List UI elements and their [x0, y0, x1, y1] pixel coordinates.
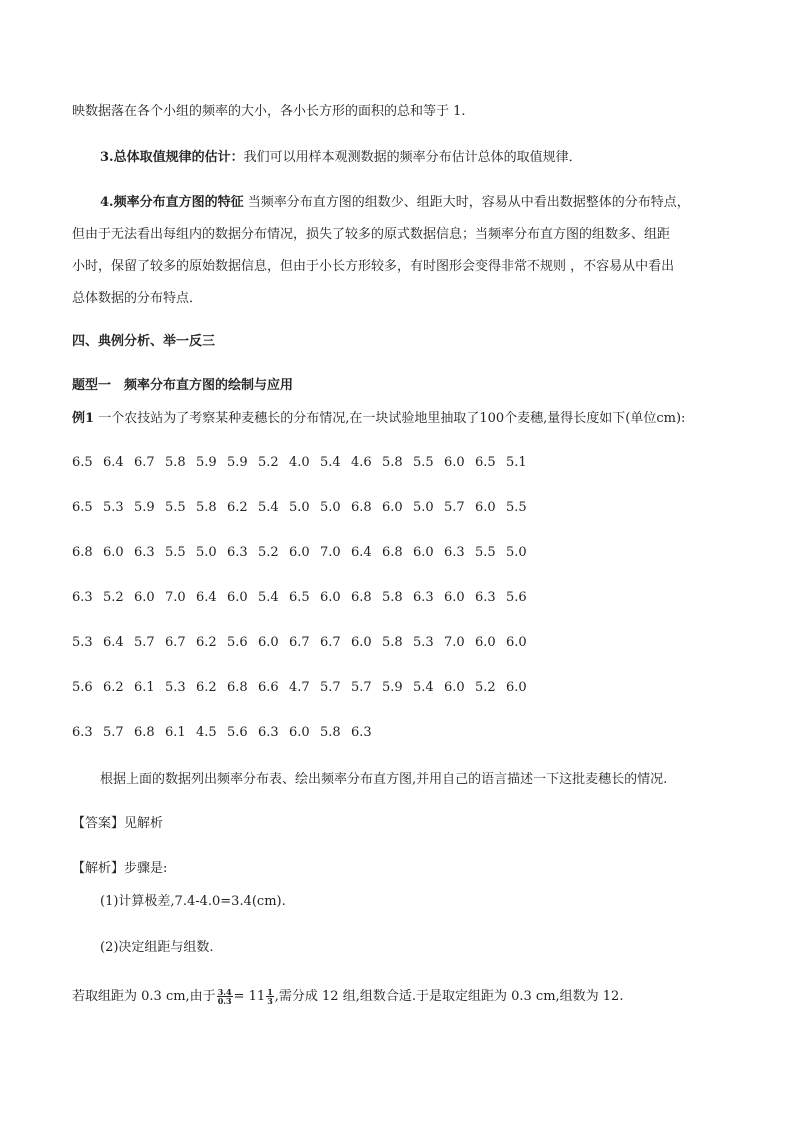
answer-line: 【答案】见解析	[72, 816, 164, 831]
data-value: 5.7	[351, 680, 372, 695]
data-value: 4.0	[289, 455, 310, 470]
data-value: 5.5	[165, 545, 186, 560]
data-value: 7.0	[444, 635, 465, 650]
data-value: 6.3	[72, 590, 93, 605]
data-value: 5.7	[103, 725, 124, 740]
section-title: 四、典例分析、举一反三	[72, 334, 216, 349]
data-value: 6.8	[351, 590, 372, 605]
example-text: 一个农技站为了考察某种麦穗长的分布情况,在一块试验地里抽取了100个麦穗,量得长度如下(单位cm):	[98, 411, 686, 426]
data-value: 5.4	[258, 590, 279, 605]
data-value: 6.3	[258, 725, 279, 740]
data-value: 6.0	[134, 590, 155, 605]
data-value: 6.5	[289, 590, 310, 605]
data-value: 5.3	[103, 500, 124, 515]
data-value: 5.6	[506, 590, 527, 605]
data-value: 5.5	[475, 545, 496, 560]
fraction-mixed-part: $\frac{1}{3}$	[267, 987, 273, 1006]
data-value: 6.2	[196, 635, 217, 650]
data-value: 6.0	[382, 500, 403, 515]
data-value: 6.0	[506, 680, 527, 695]
data-value: 5.0	[413, 500, 434, 515]
data-value: 6.7	[320, 635, 341, 650]
data-value: 6.0	[475, 635, 496, 650]
data-value: 6.3	[134, 545, 155, 560]
data-value: 6.6	[258, 680, 279, 695]
data-value: 6.0	[475, 500, 496, 515]
data-value: 6.0	[444, 590, 465, 605]
data-value: 5.9	[134, 500, 155, 515]
data-value: 6.2	[103, 680, 124, 695]
data-value: 6.0	[227, 590, 248, 605]
data-value: 5.2	[258, 455, 279, 470]
data-value: 6.0	[289, 725, 310, 740]
data-value: 5.7	[134, 635, 155, 650]
data-value: 5.5	[413, 455, 434, 470]
paragraph-heading: 3.总体取值规律的估计：	[100, 150, 244, 165]
data-value: 5.9	[196, 455, 217, 470]
data-value: 6.0	[444, 455, 465, 470]
data-value: 6.3	[72, 725, 93, 740]
data-value: 6.3	[351, 725, 372, 740]
data-value: 6.4	[103, 455, 124, 470]
data-value: 5.8	[382, 635, 403, 650]
data-value: 6.5	[72, 500, 93, 515]
data-value: 6.4	[103, 635, 124, 650]
data-value: 6.3	[475, 590, 496, 605]
data-value: 5.3	[72, 635, 93, 650]
data-value: 5.6	[72, 680, 93, 695]
data-value: 6.1	[165, 725, 186, 740]
data-value: 5.0	[506, 545, 527, 560]
data-value: 6.2	[196, 680, 217, 695]
text-equals: = 11	[233, 989, 266, 1004]
data-value: 5.6	[227, 635, 248, 650]
data-value: 5.8	[196, 500, 217, 515]
data-value: 5.8	[320, 725, 341, 740]
data-value: 5.7	[444, 500, 465, 515]
data-value: 6.0	[351, 635, 372, 650]
instruction-text: 根据上面的数据列出频率分布表、绘出频率分布直方图,并用自己的语言描述一下这批麦穗长的情况.	[100, 772, 668, 787]
data-value: 6.8	[382, 545, 403, 560]
data-value: 5.3	[165, 680, 186, 695]
data-value: 6.3	[227, 545, 248, 560]
data-value: 5.4	[320, 455, 341, 470]
data-value: 5.7	[320, 680, 341, 695]
data-value: 5.0	[320, 500, 341, 515]
data-value: 5.2	[103, 590, 124, 605]
paragraph-histogram-feature	[100, 194, 690, 212]
data-value: 6.7	[134, 455, 155, 470]
data-value: 6.5	[475, 455, 496, 470]
data-value: 6.4	[196, 590, 217, 605]
data-value: 5.2	[475, 680, 496, 695]
data-value: 6.7	[165, 635, 186, 650]
paragraph-population-estimate	[100, 149, 582, 167]
group-width-line	[72, 988, 623, 1006]
data-value: 5.4	[413, 680, 434, 695]
analysis-line: 【解析】步骤是:	[72, 861, 168, 876]
data-value: 5.0	[196, 545, 217, 560]
paragraph-line: 总体数据的分布特点．	[72, 291, 203, 306]
data-value: 5.4	[258, 500, 279, 515]
data-value: 5.2	[258, 545, 279, 560]
data-value: 6.1	[134, 680, 155, 695]
data-value: 4.5	[196, 725, 217, 740]
data-value: 4.6	[351, 455, 372, 470]
step-1: (1)计算极差,7.4-4.0=3.4(cm).	[100, 894, 286, 909]
data-value: 6.0	[413, 545, 434, 560]
example-statement	[72, 410, 685, 428]
data-value: 5.9	[382, 680, 403, 695]
data-value: 6.7	[289, 635, 310, 650]
paragraph-text: 当频率分布直方图的组数少、组距大时，容易从中看出数据整体的分布特点，	[247, 195, 690, 210]
data-value: 6.2	[227, 500, 248, 515]
data-value: 6.0	[103, 545, 124, 560]
paragraph-histogram-area: 映数据落在各个小组的频率的大小，各小长方形的面积的总和等于 1.	[72, 104, 466, 119]
data-value: 6.0	[289, 545, 310, 560]
data-value: 4.7	[289, 680, 310, 695]
data-value: 5.5	[506, 500, 527, 515]
paragraph-line: 小时，保留了较多的原始数据信息，但由于小长方形较多，有时图形会变得非常不规则 ，不容易从中看出	[72, 259, 675, 274]
data-value: 5.3	[413, 635, 434, 650]
data-value: 7.0	[320, 545, 341, 560]
data-value: 5.6	[227, 725, 248, 740]
data-value: 5.9	[227, 455, 248, 470]
data-value: 6.8	[72, 545, 93, 560]
data-value: 6.3	[444, 545, 465, 560]
fraction-range-over-width: $\frac{3.4}{0.3}$	[217, 987, 232, 1006]
data-value: 6.0	[320, 590, 341, 605]
data-value: 5.0	[289, 500, 310, 515]
data-value: 5.5	[165, 500, 186, 515]
paragraph-heading: 4.频率分布直方图的特征	[100, 195, 244, 210]
data-value: 5.8	[382, 590, 403, 605]
step-2: (2)决定组距与组数.	[100, 940, 214, 955]
data-value: 5.1	[506, 455, 527, 470]
data-value: 6.4	[351, 545, 372, 560]
data-value: 6.3	[413, 590, 434, 605]
data-value: 6.0	[444, 680, 465, 695]
data-value: 6.0	[506, 635, 527, 650]
data-value: 5.8	[165, 455, 186, 470]
data-value: 6.5	[72, 455, 93, 470]
data-value: 6.8	[134, 725, 155, 740]
data-value: 5.8	[382, 455, 403, 470]
data-value: 6.8	[227, 680, 248, 695]
paragraph-line: 但由于无法看出每组内的数据分布情况，损失了较多的原式数据信息；当频率分布直方图的组数多、组距	[72, 227, 671, 242]
example-label: 例1	[72, 411, 95, 426]
topic-title: 题型一 频率分布直方图的绘制与应用	[72, 378, 294, 393]
data-value: 7.0	[165, 590, 186, 605]
text-pre: 若取组距为 0.3 cm,由于	[72, 989, 216, 1004]
data-value: 6.0	[258, 635, 279, 650]
text-post: ,需分成 12 组,组数合适.于是取定组距为 0.3 cm,组数为 12.	[274, 989, 624, 1004]
paragraph-text: 我们可以用样本观测数据的频率分布估计总体的取值规律．	[243, 150, 582, 165]
data-value: 6.8	[351, 500, 372, 515]
